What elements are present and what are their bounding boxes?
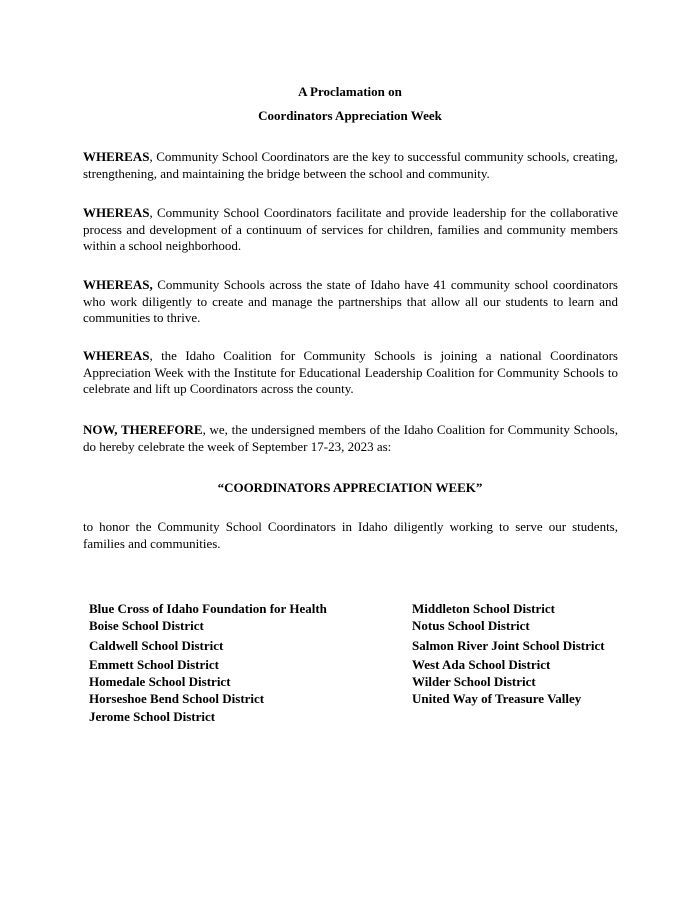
signatory: Notus School District — [412, 618, 530, 633]
signatory: Middleton School District — [412, 601, 555, 616]
signatory: Homedale School District — [89, 674, 231, 689]
signatory: United Way of Treasure Valley — [412, 691, 582, 706]
paragraph-text: , Community School Coordinators facilitate and provide leadership for the collaborative process and development of a continuum of services for children, families and community members within a school neighborhood. — [83, 205, 618, 253]
closing-paragraph: to honor the Community School Coordinators in Idaho diligently working to serve our students, families and communities. — [83, 519, 618, 551]
signatory: Caldwell School District — [89, 638, 224, 653]
signatory: Emmett School District — [89, 657, 219, 672]
signatory: Wilder School District — [412, 674, 536, 689]
paragraph-lead: WHEREAS, — [83, 277, 153, 292]
paragraph-lead: WHEREAS — [83, 348, 150, 363]
whereas-paragraph-2 — [83, 205, 618, 255]
whereas-paragraph-3 — [83, 277, 618, 327]
paragraph-text: , the Idaho Coalition for Community Schools is joining a national Coordinators Appreciation Week with the Institute for Educational Leadership Coalition for Community Schools to celebrate and lift up Coordinators across the county. — [83, 348, 618, 396]
signatory: Horseshoe Bend School District — [89, 691, 265, 706]
signatory: Salmon River Joint School District — [412, 638, 605, 653]
paragraph-lead: NOW, THEREFORE — [83, 422, 203, 437]
signatory: Boise School District — [89, 618, 204, 633]
signatory: Jerome School District — [89, 709, 216, 724]
proclaimed-title: “COORDINATORS APPRECIATION WEEK” — [217, 480, 483, 495]
paragraph-text: , we, the undersigned members of the Idaho Coalition for Community Schools, do hereby celebrate the week of September 17-23, 2023 as: — [83, 422, 618, 454]
signatory: Blue Cross of Idaho Foundation for Health — [89, 601, 327, 616]
signatory: West Ada School District — [412, 657, 551, 672]
whereas-paragraph-1 — [83, 149, 618, 182]
paragraph-lead: WHEREAS — [83, 149, 150, 164]
paragraph-text: , Community School Coordinators are the key to successful community schools, creating, strengthening, and maintaining the bridge between the school and community. — [83, 149, 618, 181]
paragraph-text: Community Schools across the state of Idaho have 41 community school coordinators who work diligently to create and manage the partnerships that allow all our students to learn and communities to thrive. — [83, 277, 618, 325]
therefore-paragraph — [83, 422, 618, 455]
title-line-2: Coordinators Appreciation Week — [258, 108, 442, 123]
paragraph-lead: WHEREAS — [83, 205, 150, 220]
title-line-1: A Proclamation on — [298, 84, 402, 99]
whereas-paragraph-4 — [83, 348, 618, 398]
